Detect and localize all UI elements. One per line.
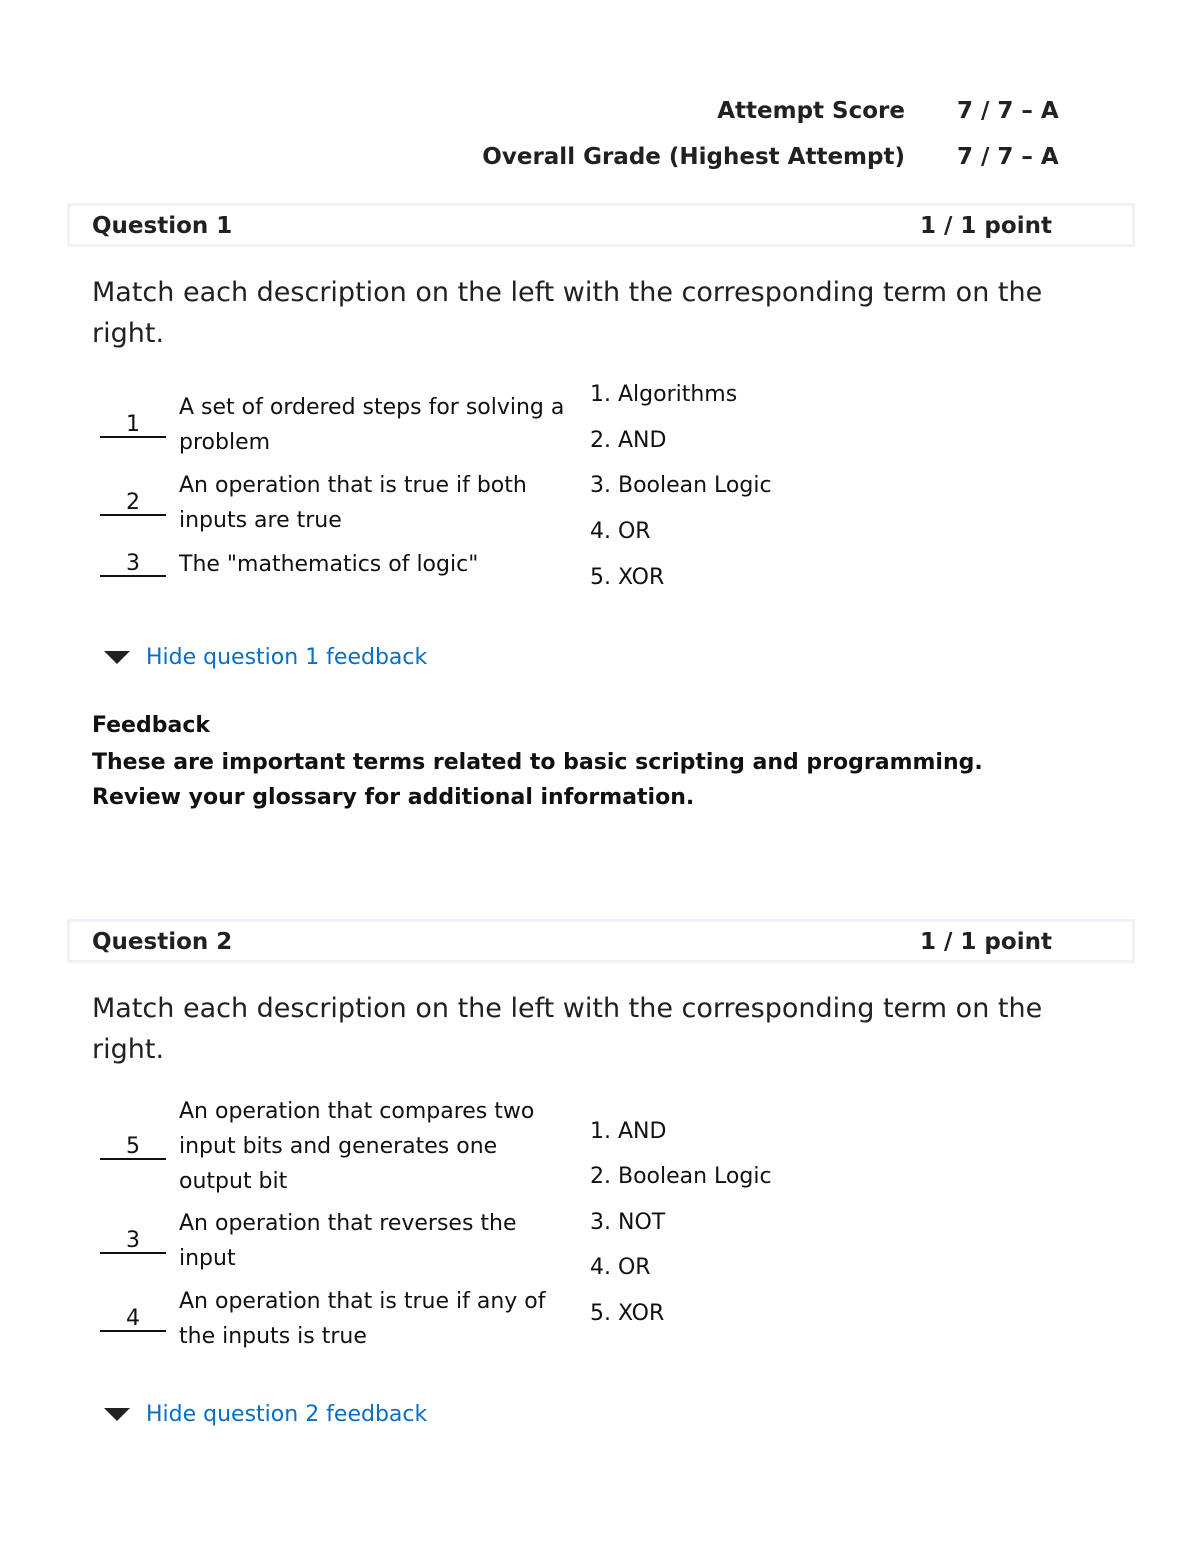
term-option: 4. OR [590,519,651,544]
match-item [100,1206,570,1276]
match-item [100,1094,570,1199]
match-item [100,390,570,460]
question-2-prompt: Match each description on the left with the corresponding term on the right. [92,993,1043,1065]
term-option: 1. AND [590,1119,667,1144]
hide-feedback-label[interactable]: Hide question 2 feedback [146,1402,428,1427]
term-option: 4. OR [590,1255,651,1280]
overall-grade-row [405,144,1059,170]
term-option: 5. XOR [590,1301,665,1326]
hide-feedback-toggle[interactable] [104,645,427,670]
question-1-prompt: Match each description on the left with the corresponding term on the right. [92,277,1043,349]
selected-answer[interactable]: 2 [100,492,166,516]
hide-feedback-label[interactable]: Hide question 1 feedback [146,645,428,670]
overall-grade-value: 7 / 7 – A [957,144,1059,170]
selected-answer[interactable]: 3 [100,1230,166,1254]
caret-down-icon [104,651,130,664]
feedback-title: Feedback [92,713,210,738]
question-title: Question 2 [92,929,233,955]
match-description: An operation that reverses the input [179,1211,517,1271]
question-2-header [67,919,1135,963]
match-description: An operation that is true if both inputs are true [179,473,527,533]
selected-answer[interactable]: 4 [100,1308,166,1332]
term-option: 3. NOT [590,1210,666,1235]
term-option: 3. Boolean Logic [590,473,772,498]
feedback-body: These are important terms related to basic scripting and programming. Review your glossary for additional information. [92,750,983,810]
match-description: A set of ordered steps for solving a problem [179,395,565,455]
caret-down-icon [104,1408,130,1421]
question-title: Question 1 [92,213,233,239]
term-option: 2. Boolean Logic [590,1164,772,1189]
attempt-score-row [405,98,1059,124]
match-description: An operation that is true if any of the inputs is true [179,1289,546,1349]
match-item [100,468,570,538]
question-1-header [67,203,1135,247]
overall-grade-label: Overall Grade (Highest Attempt) [482,144,905,170]
attempt-score-value: 7 / 7 – A [957,98,1059,124]
question-points: 1 / 1 point [920,213,1052,239]
selected-answer[interactable]: 3 [100,553,166,577]
match-description: The "mathematics of logic" [179,552,479,577]
match-item [100,547,570,582]
attempt-score-label: Attempt Score [717,98,905,124]
term-option: 5. XOR [590,565,665,590]
match-description: An operation that compares two input bits and generates one output bit [179,1099,535,1194]
match-item [100,1284,570,1354]
selected-answer[interactable]: 1 [100,414,166,438]
term-option: 2. AND [590,428,667,453]
hide-feedback-toggle[interactable] [104,1402,427,1427]
selected-answer[interactable]: 5 [100,1136,166,1160]
term-option: 1. Algorithms [590,382,738,407]
question-points: 1 / 1 point [920,929,1052,955]
